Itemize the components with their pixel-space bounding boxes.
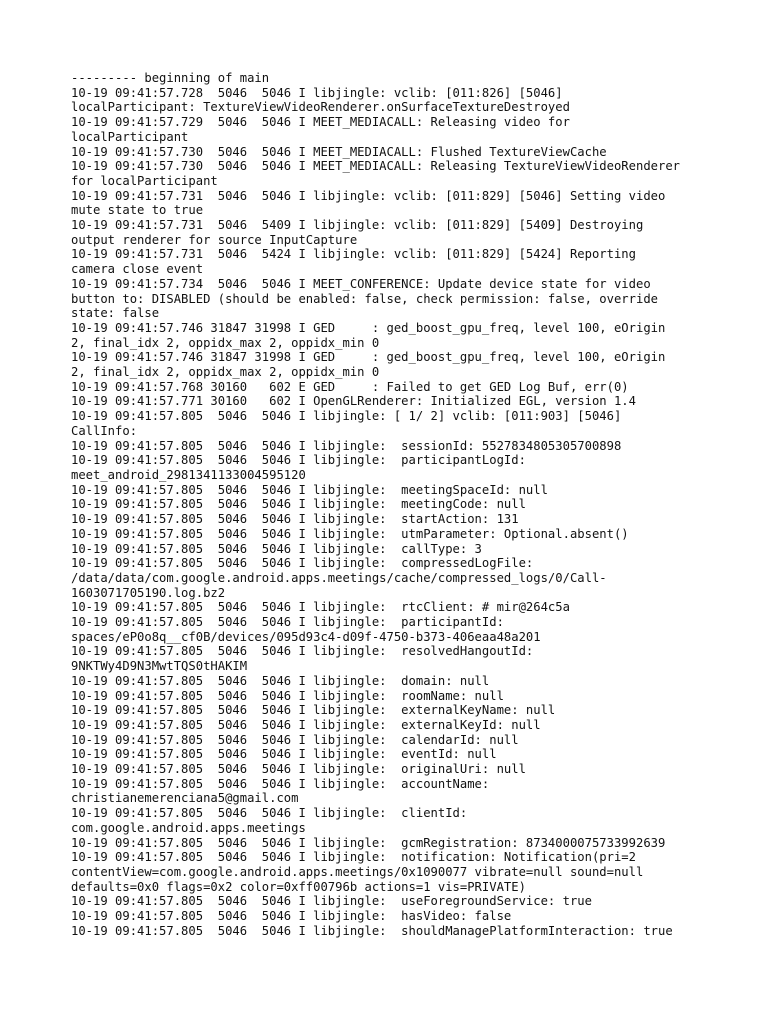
log-line: meet_android_2981341133004595120 — [71, 467, 306, 482]
log-line: button to: DISABLED (should be enabled: false, check permission: false, override — [71, 291, 658, 306]
log-line: 10-19 09:41:57.805 5046 5046 I libjingle: gcmRegistration: 8734000075733992639 — [71, 835, 666, 850]
log-line: 10-19 09:41:57.805 5046 5046 I libjingle: externalKeyName: null — [71, 703, 556, 718]
log-line: 10-19 09:41:57.805 5046 5046 I libjingle: shouldManagePlatformInteraction: true — [71, 923, 673, 938]
log-line: 10-19 09:41:57.746 31847 31998 I GED : ged_boost_gpu_freq, level 100, eOrigin — [71, 350, 666, 365]
log-text-block — [71, 71, 728, 938]
log-line: mute state to true — [71, 203, 204, 218]
log-line: 2, final_idx 2, oppidx_max 2, oppidx_min 0 — [71, 335, 380, 350]
log-line: 10-19 09:41:57.730 5046 5046 I MEET_MEDIACALL: Releasing TextureViewVideoRenderer — [71, 159, 681, 174]
log-line: camera close event — [71, 262, 204, 277]
log-line: 10-19 09:41:57.805 5046 5046 I libjingle: calendarId: null — [71, 732, 519, 747]
log-line: 10-19 09:41:57.771 30160 602 I OpenGLRenderer: Initialized EGL, version 1.4 — [71, 394, 636, 409]
log-line: 10-19 09:41:57.805 5046 5046 I libjingle: rtcClient: # mir@264c5a — [71, 600, 570, 615]
log-line: 2, final_idx 2, oppidx_max 2, oppidx_min 0 — [71, 365, 380, 380]
log-line: localParticipant — [71, 129, 189, 144]
log-line: /data/data/com.google.android.apps.meetings/cache/compressed_logs/0/Call- — [71, 570, 607, 585]
log-line: output renderer for source InputCapture — [71, 232, 358, 247]
log-line: 10-19 09:41:57.805 5046 5046 I libjingle: notification: Notification(pri=2 — [71, 850, 636, 865]
log-line: 10-19 09:41:57.729 5046 5046 I MEET_MEDIACALL: Releasing video for — [71, 115, 570, 130]
log-line: 10-19 09:41:57.731 5046 5424 I libjingle: vclib: [011:829] [5424] Reporting — [71, 247, 636, 262]
log-line: 10-19 09:41:57.805 5046 5046 I libjingle: participantId: — [71, 615, 504, 630]
log-line: 10-19 09:41:57.746 31847 31998 I GED : ged_boost_gpu_freq, level 100, eOrigin — [71, 320, 666, 335]
log-line: 10-19 09:41:57.768 30160 602 E GED : Failed to get GED Log Buf, err(0) — [71, 379, 629, 394]
log-line: 10-19 09:41:57.805 5046 5046 I libjingle: utmParameter: Optional.absent() — [71, 526, 629, 541]
log-line: 10-19 09:41:57.805 5046 5046 I libjingle: domain: null — [71, 673, 490, 688]
log-line: 9NKTWy4D9N3MwtTQS0tHAKIM — [71, 659, 248, 674]
log-line: 1603071705190.log.bz2 — [71, 585, 226, 600]
log-line: 10-19 09:41:57.805 5046 5046 I libjingle: [ 1/ 2] vclib: [011:903] [5046] — [71, 409, 622, 424]
log-line: 10-19 09:41:57.805 5046 5046 I libjingle: meetingSpaceId: null — [71, 482, 548, 497]
log-line: state: false — [71, 306, 160, 321]
log-line: CallInfo: — [71, 423, 138, 438]
log-line: 10-19 09:41:57.805 5046 5046 I libjingle: participantLogId: — [71, 453, 526, 468]
log-line: --------- beginning of main — [71, 71, 270, 85]
log-line: 10-19 09:41:57.805 5046 5046 I libjingle: compressedLogFile: — [71, 556, 534, 571]
log-line: 10-19 09:41:57.805 5046 5046 I libjingle: originalUri: null — [71, 762, 526, 777]
log-line: for localParticipant — [71, 173, 218, 188]
log-line: 10-19 09:41:57.728 5046 5046 I libjingle: vclib: [011:826] [5046] — [71, 85, 563, 100]
log-line: defaults=0x0 flags=0x2 color=0xff00796b actions=1 vis=PRIVATE) — [71, 879, 526, 894]
log-line: 10-19 09:41:57.805 5046 5046 I libjingle: startAction: 131 — [71, 512, 519, 527]
log-line: 10-19 09:41:57.731 5046 5046 I libjingle: vclib: [011:829] [5046] Setting video — [71, 188, 666, 203]
log-line: 10-19 09:41:57.805 5046 5046 I libjingle: sessionId: 5527834805305700898 — [71, 438, 622, 453]
log-line: 10-19 09:41:57.805 5046 5046 I libjingle: accountName: — [71, 776, 490, 791]
log-line: contentView=com.google.android.apps.meetings/0x1090077 vibrate=null sound=null — [71, 864, 644, 879]
log-line: 10-19 09:41:57.734 5046 5046 I MEET_CONFERENCE: Update device state for video — [71, 276, 651, 291]
log-line: 10-19 09:41:57.805 5046 5046 I libjingle: hasVideo: false — [71, 909, 512, 924]
log-line: christianemerenciana5@gmail.com — [71, 791, 299, 806]
log-line: 10-19 09:41:57.805 5046 5046 I libjingle: eventId: null — [71, 747, 497, 762]
log-line: 10-19 09:41:57.805 5046 5046 I libjingle: meetingCode: null — [71, 497, 526, 512]
log-line: com.google.android.apps.meetings — [71, 820, 306, 835]
log-line: 10-19 09:41:57.805 5046 5046 I libjingle: resolvedHangoutId: — [71, 644, 534, 659]
log-line: 10-19 09:41:57.805 5046 5046 I libjingle: clientId: — [71, 806, 468, 821]
log-line: spaces/eP0o8q__cf0B/devices/095d93c4-d09f-4750-b373-406eaa48a201 — [71, 629, 541, 644]
log-line: 10-19 09:41:57.805 5046 5046 I libjingle: callType: 3 — [71, 541, 482, 556]
log-line: 10-19 09:41:57.805 5046 5046 I libjingle: externalKeyId: null — [71, 717, 541, 732]
log-line: 10-19 09:41:57.731 5046 5409 I libjingle: vclib: [011:829] [5409] Destroying — [71, 218, 644, 233]
log-line: localParticipant: TextureViewVideoRenderer.onSurfaceTextureDestroyed — [71, 100, 570, 115]
log-line: 10-19 09:41:57.805 5046 5046 I libjingle: useForegroundService: true — [71, 894, 592, 909]
log-line: 10-19 09:41:57.805 5046 5046 I libjingle: roomName: null — [71, 688, 504, 703]
log-line: 10-19 09:41:57.730 5046 5046 I MEET_MEDIACALL: Flushed TextureViewCache — [71, 144, 607, 159]
